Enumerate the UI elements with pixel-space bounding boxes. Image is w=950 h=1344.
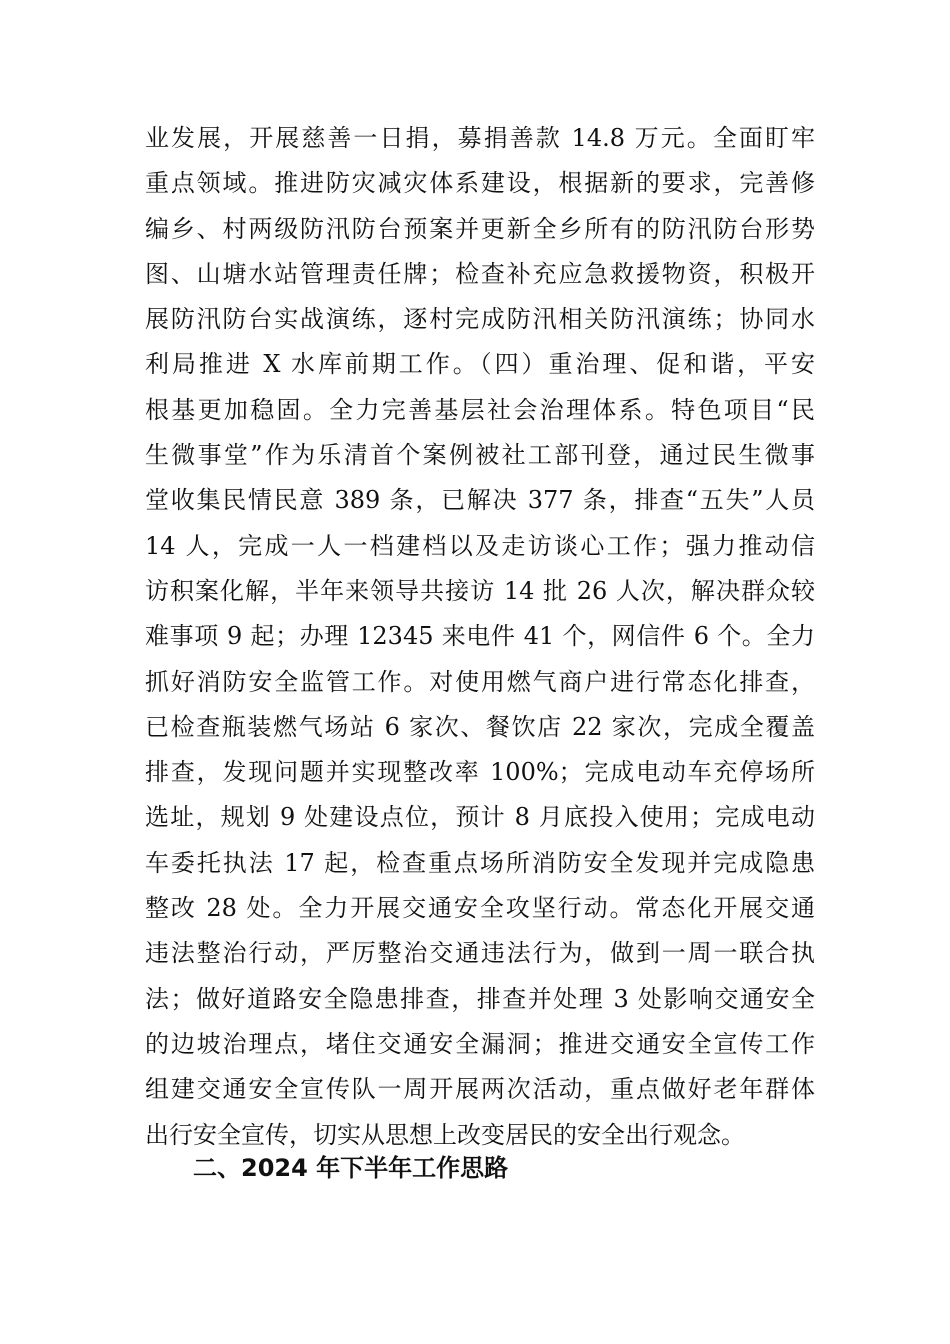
paragraph-line: 展防汛防台实战演练，逐村完成防汛相关防汛演练；协同水 (145, 305, 815, 334)
paragraph-line: 利局推进 X 水库前期工作。（四）重治理、促和谐，平安 (145, 350, 815, 379)
paragraph-line: 重点领域。推进防灾减灾体系建设，根据新的要求，完善修 (145, 169, 815, 198)
paragraph-line: 业发展，开展慈善一日捐，募捐善款 14.8 万元。全面盯牢 (145, 124, 815, 152)
paragraph-line: 组建交通安全宣传队一周开展两次活动，重点做好老年群体 (145, 1075, 815, 1104)
paragraph-line: 堂收集民情民意 389 条，已解决 377 条，排查“五失”人员 (145, 486, 815, 515)
paragraph-line: 编乡、村两级防汛防台预案并更新全乡所有的防汛防台形势 (145, 214, 815, 243)
paragraph-line: 访积案化解，半年来领导共接访 14 批 26 人次，解决群众较 (145, 576, 815, 605)
paragraph-line: 的边坡治理点，堵住交通安全漏洞；推进交通安全宣传工作 (145, 1029, 815, 1058)
paragraph-line: 车委托执法 17 起，检查重点场所消防安全发现并完成隐患 (145, 848, 815, 877)
paragraph-line: 抓好消防安全监管工作。对使用燃气商户进行常态化排查， (145, 667, 815, 696)
paragraph-line: 违法整治行动，严厉整治交通违法行为，做到一周一联合执 (145, 939, 815, 968)
paragraph-line: 选址，规划 9 处建设点位，预计 8 月底投入使用；完成电动 (145, 803, 815, 832)
paragraph-line: 出行安全宣传，切实从思想上改变居民的安全出行观念。 (145, 1120, 745, 1149)
paragraph-line: 图、山塘水站管理责任牌；检查补充应急救援物资，积极开 (145, 259, 815, 288)
paragraph-line: 整改 28 处。全力开展交通安全攻坚行动。常态化开展交通 (145, 894, 815, 923)
body-paragraph (145, 116, 815, 1158)
paragraph-line: 已检查瓶装燃气场站 6 家次、餐饮店 22 家次，完成全覆盖 (145, 712, 815, 741)
paragraph-line: 根基更加稳固。全力完善基层社会治理体系。特色项目“民 (145, 395, 815, 424)
paragraph-line: 排查，发现问题并实现整改率 100%；完成电动车充停场所 (145, 758, 815, 787)
paragraph-line: 生微事堂”作为乐清首个案例被社工部刊登，通过民生微事 (145, 441, 815, 470)
paragraph-line: 法；做好道路安全隐患排查，排查并处理 3 处影响交通安全 (145, 984, 815, 1013)
paragraph-line: 难事项 9 起；办理 12345 来电件 41 个，网信件 6 个。全力 (145, 622, 815, 651)
section-heading: 二、2024 年下半年工作思路 (193, 1154, 509, 1182)
paragraph-line: 14 人，完成一人一档建档以及走访谈心工作；强力推动信 (145, 531, 815, 560)
